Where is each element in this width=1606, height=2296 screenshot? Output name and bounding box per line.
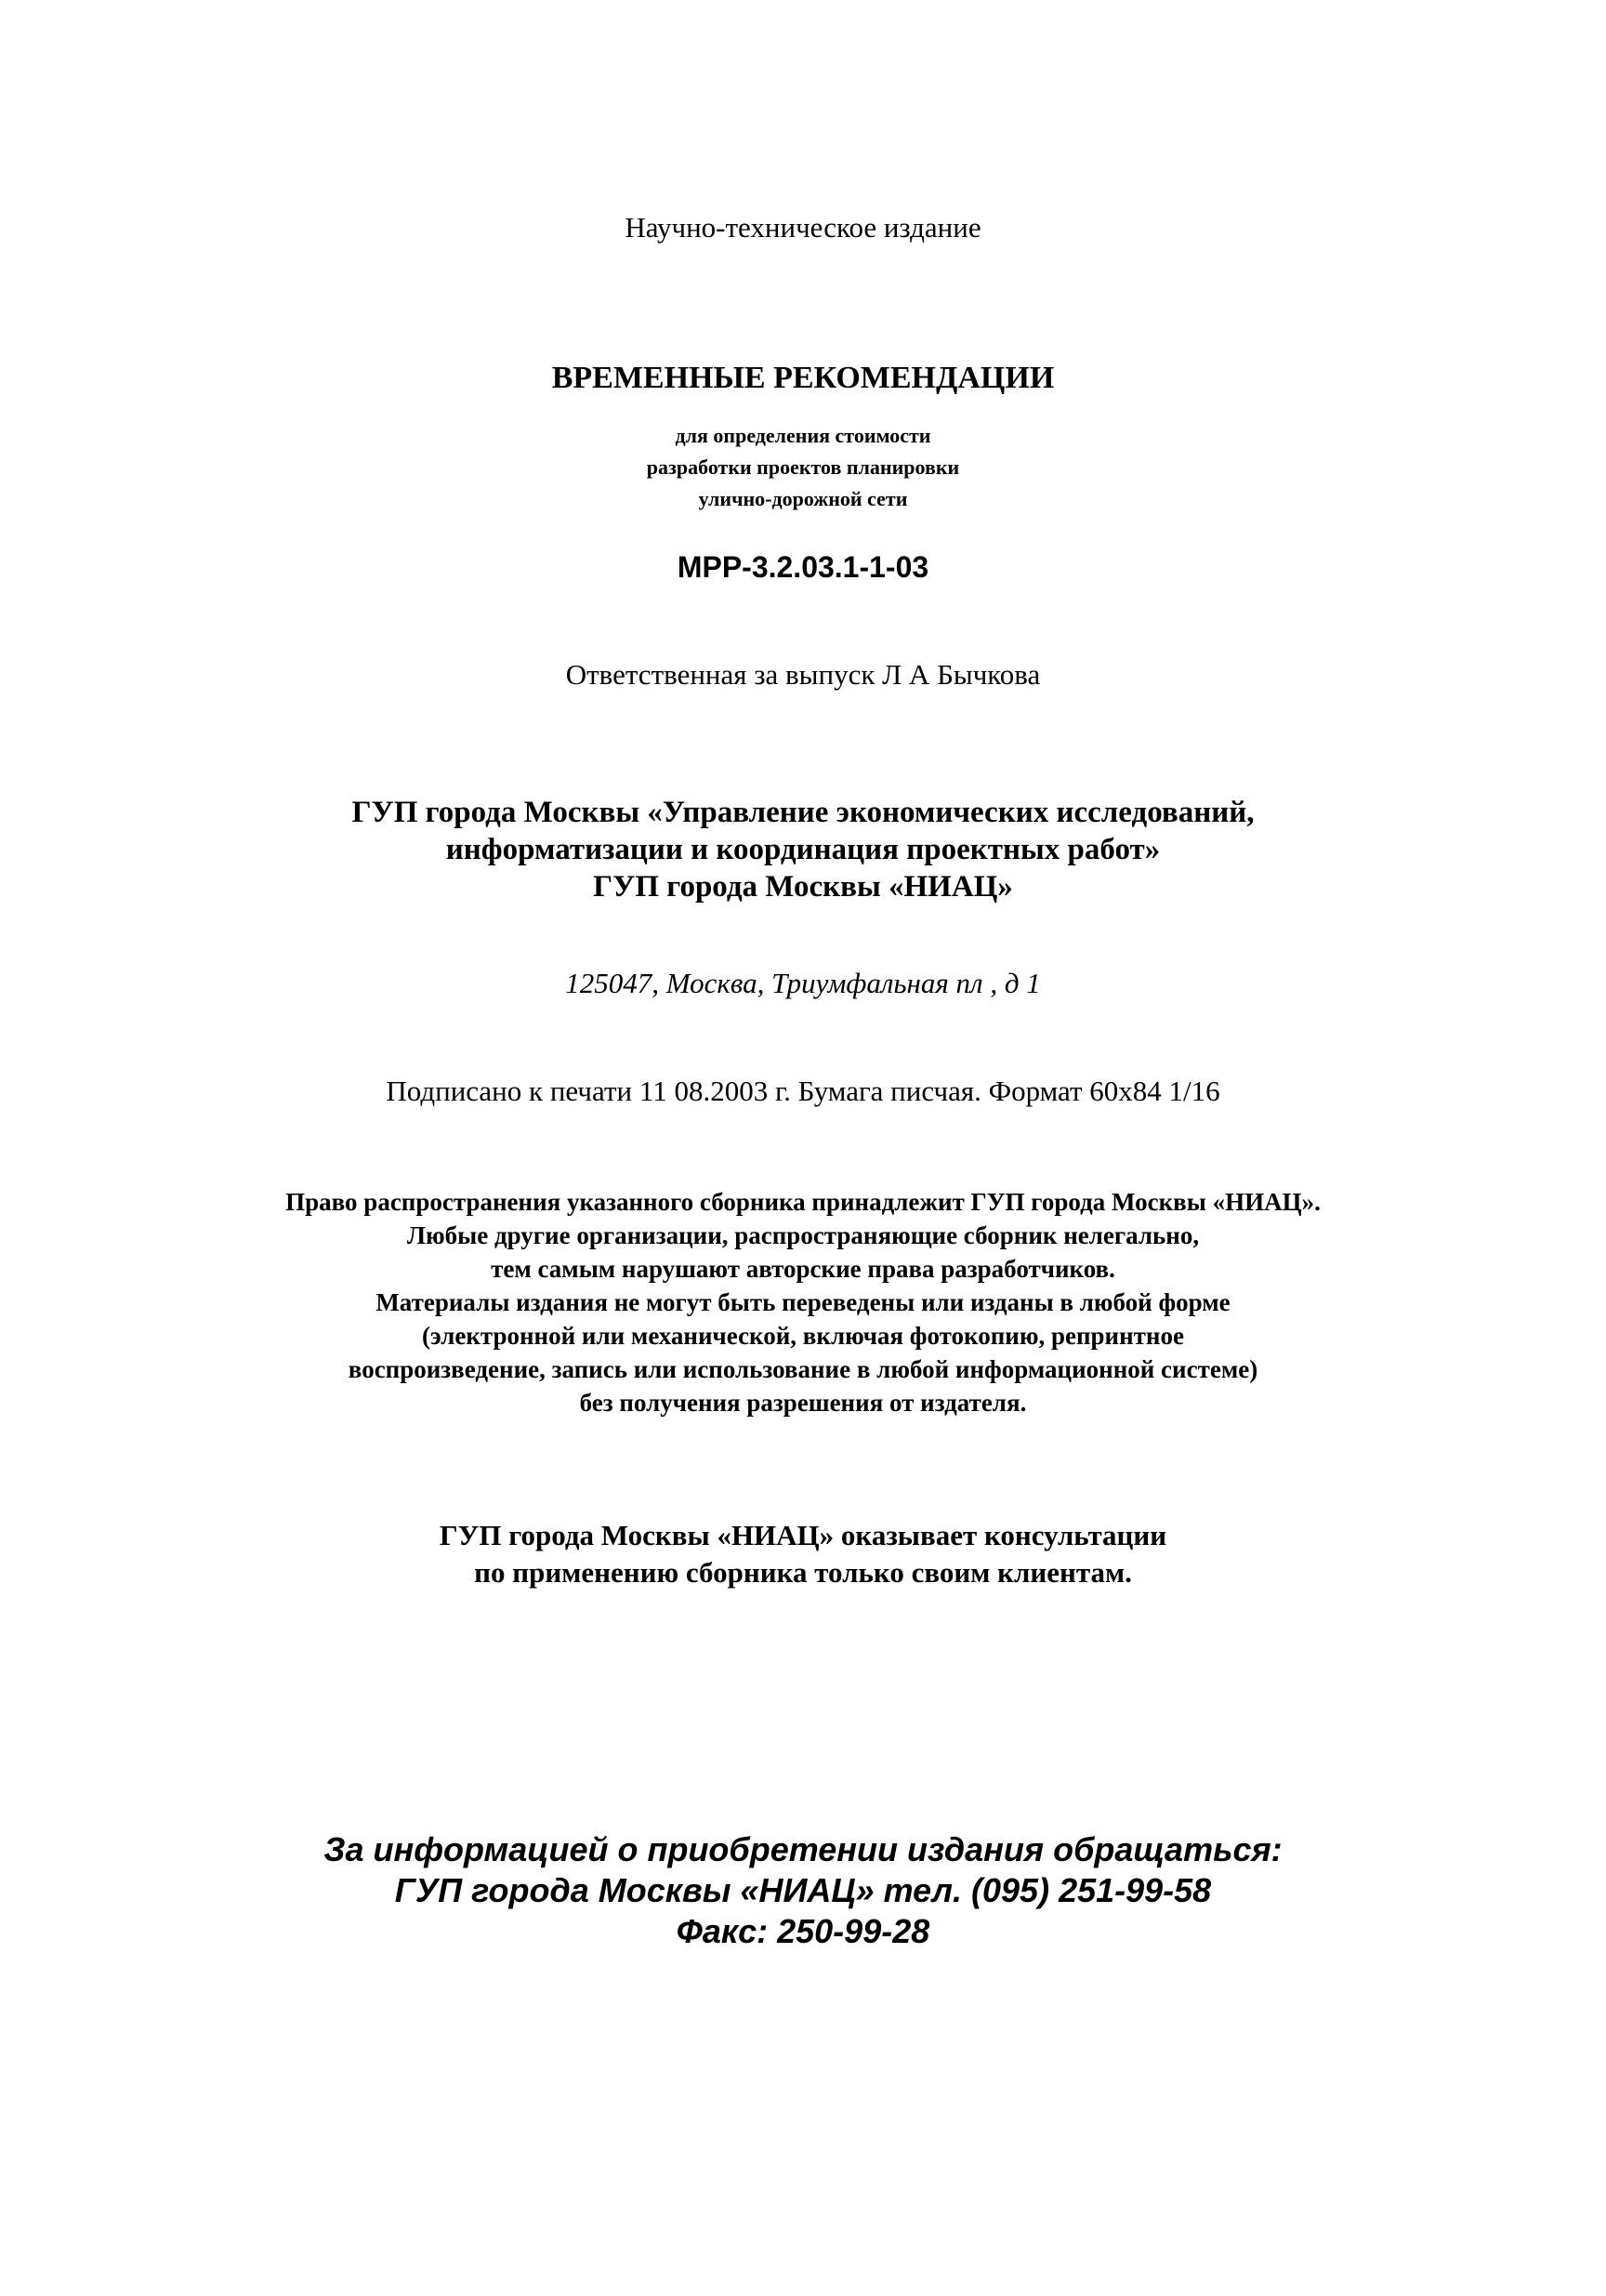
- consultation-line: ГУП города Москвы «НИАЦ» оказывает консультации: [439, 1519, 1167, 1551]
- document-code: МРР-3.2.03.1-1-03: [677, 550, 929, 584]
- copyright-line: тем самым нарушают авторские права разработчиков.: [491, 1255, 1115, 1283]
- responsible-person: Ответственная за выпуск Л А Бычкова: [565, 658, 1041, 691]
- publisher-line: ГУП города Москвы «НИАЦ»: [593, 870, 1013, 904]
- print-imprint: Подписано к печати 11 08.2003 г. Бумага писчая. Формат 60x84 1/16: [386, 1075, 1220, 1107]
- contact-line: Факс: 250-99-28: [676, 1912, 930, 1950]
- edition-type: Научно-техническое издание: [625, 211, 981, 244]
- publisher-address: 125047, Москва, Триумфальная пл , д 1: [565, 967, 1041, 999]
- document-title: ВРЕМЕННЫЕ РЕКОМЕНДАЦИИ: [551, 361, 1055, 395]
- publisher-line: информатизации и координация проектных работ»: [445, 833, 1161, 866]
- copyright-line: Любые другие организации, распространяющие сборник нелегально,: [406, 1221, 1200, 1249]
- subtitle-line: для определения стоимости: [675, 424, 931, 447]
- copyright-line: Право распространения указанного сборника принадлежит ГУП города Москвы «НИАЦ».: [285, 1188, 1321, 1216]
- copyright-line: (электронной или механической, включая фотокопию, репринтное: [422, 1322, 1184, 1350]
- publisher-line: ГУП города Москвы «Управление экономических исследований,: [351, 796, 1255, 829]
- copyright-line: воспроизведение, запись или использование в любой информационной системе): [348, 1355, 1258, 1383]
- subtitle-line: улично-дорожной сети: [698, 487, 908, 510]
- contact-line: ГУП города Москвы «НИАЦ» тел. (095) 251-99-58: [394, 1871, 1212, 1909]
- subtitle-line: разработки проектов планировки: [646, 455, 960, 479]
- copyright-line: без получения разрешения от издателя.: [579, 1389, 1027, 1417]
- copyright-line: Материалы издания не могут быть переведены или изданы в любой форме: [375, 1288, 1231, 1316]
- contact-line: За информацией о приобретении издания обращаться:: [323, 1830, 1283, 1868]
- consultation-line: по применению сборника только своим клиентам.: [474, 1556, 1132, 1589]
